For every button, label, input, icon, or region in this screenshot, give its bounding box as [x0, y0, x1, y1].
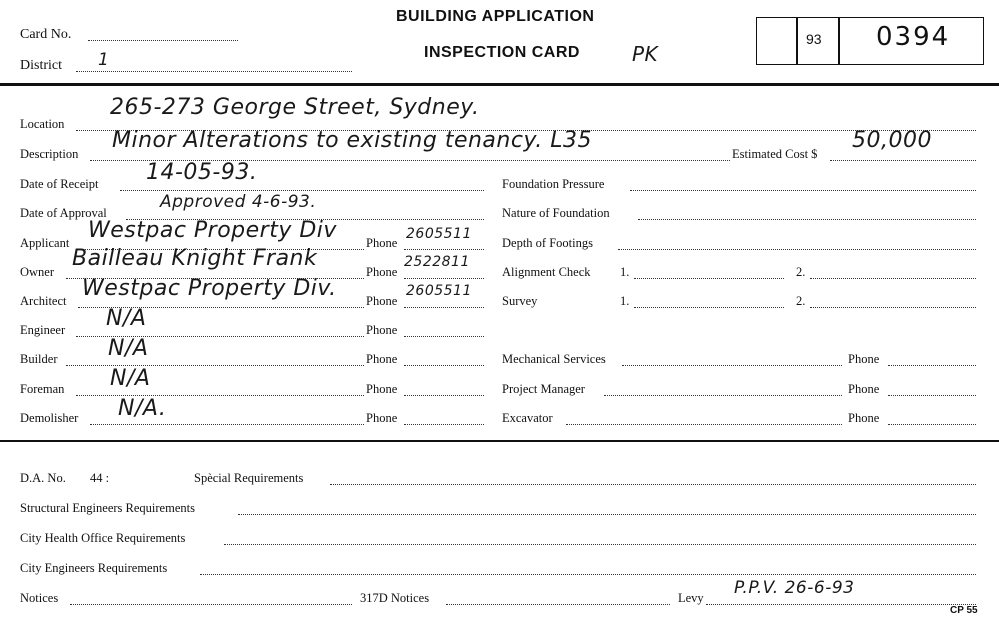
nature-foundation-label: Nature of Foundation [502, 206, 610, 220]
applicant-phone-field[interactable] [404, 249, 484, 250]
district-label: District [20, 58, 62, 73]
district-field[interactable] [76, 71, 352, 72]
foreman-phone-label: Phone [366, 382, 398, 396]
engineer-phone-label: Phone [366, 323, 398, 337]
notices-field[interactable] [70, 604, 352, 605]
notices-label: Notices [20, 591, 59, 605]
excavator-field[interactable] [566, 424, 842, 425]
levy-field[interactable] [706, 604, 976, 605]
card-no-label: Card No. [20, 27, 72, 42]
project-manager-phone-field[interactable] [888, 395, 976, 396]
applicant-value: Westpac Property Div [88, 218, 337, 243]
demolisher-value: N/A. [118, 396, 167, 421]
survey-1-field[interactable] [634, 307, 784, 308]
depth-footings-field[interactable] [618, 249, 976, 250]
card-number-value: 0394 [876, 22, 951, 52]
levy-value: P.P.V. 26-6-93 [734, 578, 855, 598]
foreman-phone-field[interactable] [404, 395, 484, 396]
structural-field[interactable] [238, 514, 976, 515]
date-approval-label: Date of Approval [20, 206, 107, 220]
owner-phone-label: Phone [366, 265, 398, 279]
applicant-phone-value: 2605511 [406, 226, 472, 242]
builder-phone-label: Phone [366, 352, 398, 366]
foundation-pressure-label: Foundation Pressure [502, 177, 605, 191]
project-manager-field[interactable] [604, 395, 842, 396]
foreman-value: N/A [110, 366, 151, 391]
demolisher-phone-field[interactable] [404, 424, 484, 425]
mechanical-phone-label: Phone [848, 352, 880, 366]
alignment-check-label: Alignment Check [502, 265, 591, 279]
header-divider [0, 83, 999, 86]
demolisher-label: Demolisher [20, 411, 79, 425]
card-no-field[interactable] [88, 40, 238, 41]
demolisher-field[interactable] [90, 424, 364, 425]
depth-footings-label: Depth of Footings [502, 236, 593, 250]
alignment-2-label: 2. [796, 265, 806, 279]
main-divider [0, 440, 999, 442]
architect-label: Architect [20, 294, 67, 308]
owner-label: Owner [20, 265, 55, 279]
notices-317d-label: 317D Notices [360, 591, 430, 605]
alignment-1-label: 1. [620, 265, 630, 279]
applicant-phone-label: Phone [366, 236, 398, 250]
form-title-line1: BUILDING APPLICATION [396, 8, 595, 25]
initials-handwritten: PK [632, 42, 659, 66]
health-label: City Health Office Requirements [20, 531, 186, 545]
owner-phone-value: 2522811 [404, 254, 470, 270]
foreman-label: Foreman [20, 382, 65, 396]
engineer-phone-field[interactable] [404, 336, 484, 337]
estimated-cost-field[interactable] [830, 160, 976, 161]
architect-value: Westpac Property Div. [82, 276, 337, 301]
foundation-pressure-field[interactable] [630, 190, 976, 191]
date-receipt-label: Date of Receipt [20, 177, 99, 191]
description-value: Minor Alterations to existing tenancy. L35 [112, 128, 593, 153]
architect-phone-label: Phone [366, 294, 398, 308]
date-approval-value: Approved 4-6-93. [160, 192, 317, 212]
description-label: Description [20, 147, 79, 161]
box-divider [796, 18, 798, 64]
structural-label: Structural Engineers Requirements [20, 501, 195, 515]
location-value: 265-273 George Street, Sydney. [110, 95, 480, 120]
date-receipt-field[interactable] [120, 190, 484, 191]
survey-2-label: 2. [796, 294, 806, 308]
survey-label: Survey [502, 294, 538, 308]
special-requirements-field[interactable] [330, 484, 976, 485]
project-manager-label: Project Manager [502, 382, 585, 396]
engineer-label: Engineer [20, 323, 66, 337]
city-engineers-label: City Engineers Requirements [20, 561, 168, 575]
estimated-cost-value: 50,000 [852, 128, 932, 153]
owner-value: Bailleau Knight Frank [72, 246, 318, 271]
architect-phone-field[interactable] [404, 307, 484, 308]
engineer-value: N/A [106, 306, 147, 331]
alignment-check-1-field[interactable] [634, 278, 784, 279]
alignment-check-2-field[interactable] [810, 278, 976, 279]
estimated-cost-label: Estimated Cost $ [732, 147, 818, 161]
survey-2-field[interactable] [810, 307, 976, 308]
survey-1-label: 1. [620, 294, 630, 308]
health-field[interactable] [224, 544, 976, 545]
owner-phone-field[interactable] [404, 278, 484, 279]
levy-label: Levy [678, 591, 704, 605]
special-requirements-label: Spècial Requirements [194, 471, 304, 485]
mechanical-phone-field[interactable] [888, 365, 976, 366]
architect-phone-value: 2605511 [406, 283, 472, 299]
form-title-line2: INSPECTION CARD [424, 44, 580, 61]
da-no-value: 44 : [90, 471, 110, 485]
applicant-label: Applicant [20, 236, 70, 250]
city-engineers-field[interactable] [200, 574, 976, 575]
year-value: 93 [806, 31, 822, 47]
project-manager-phone-label: Phone [848, 382, 880, 396]
box-divider [838, 18, 840, 64]
da-no-label: D.A. No. [20, 471, 66, 485]
excavator-phone-field[interactable] [888, 424, 976, 425]
builder-value: N/A [108, 336, 149, 361]
date-receipt-value: 14-05-93. [146, 160, 258, 185]
mechanical-label: Mechanical Services [502, 352, 606, 366]
mechanical-field[interactable] [622, 365, 842, 366]
excavator-label: Excavator [502, 411, 553, 425]
notices-317d-field[interactable] [446, 604, 670, 605]
nature-foundation-field[interactable] [638, 219, 976, 220]
district-value: 1 [98, 50, 110, 70]
builder-label: Builder [20, 352, 58, 366]
demolisher-phone-label: Phone [366, 411, 398, 425]
location-label: Location [20, 117, 65, 131]
excavator-phone-label: Phone [848, 411, 880, 425]
form-code: CP 55 [950, 605, 978, 616]
builder-phone-field[interactable] [404, 365, 484, 366]
